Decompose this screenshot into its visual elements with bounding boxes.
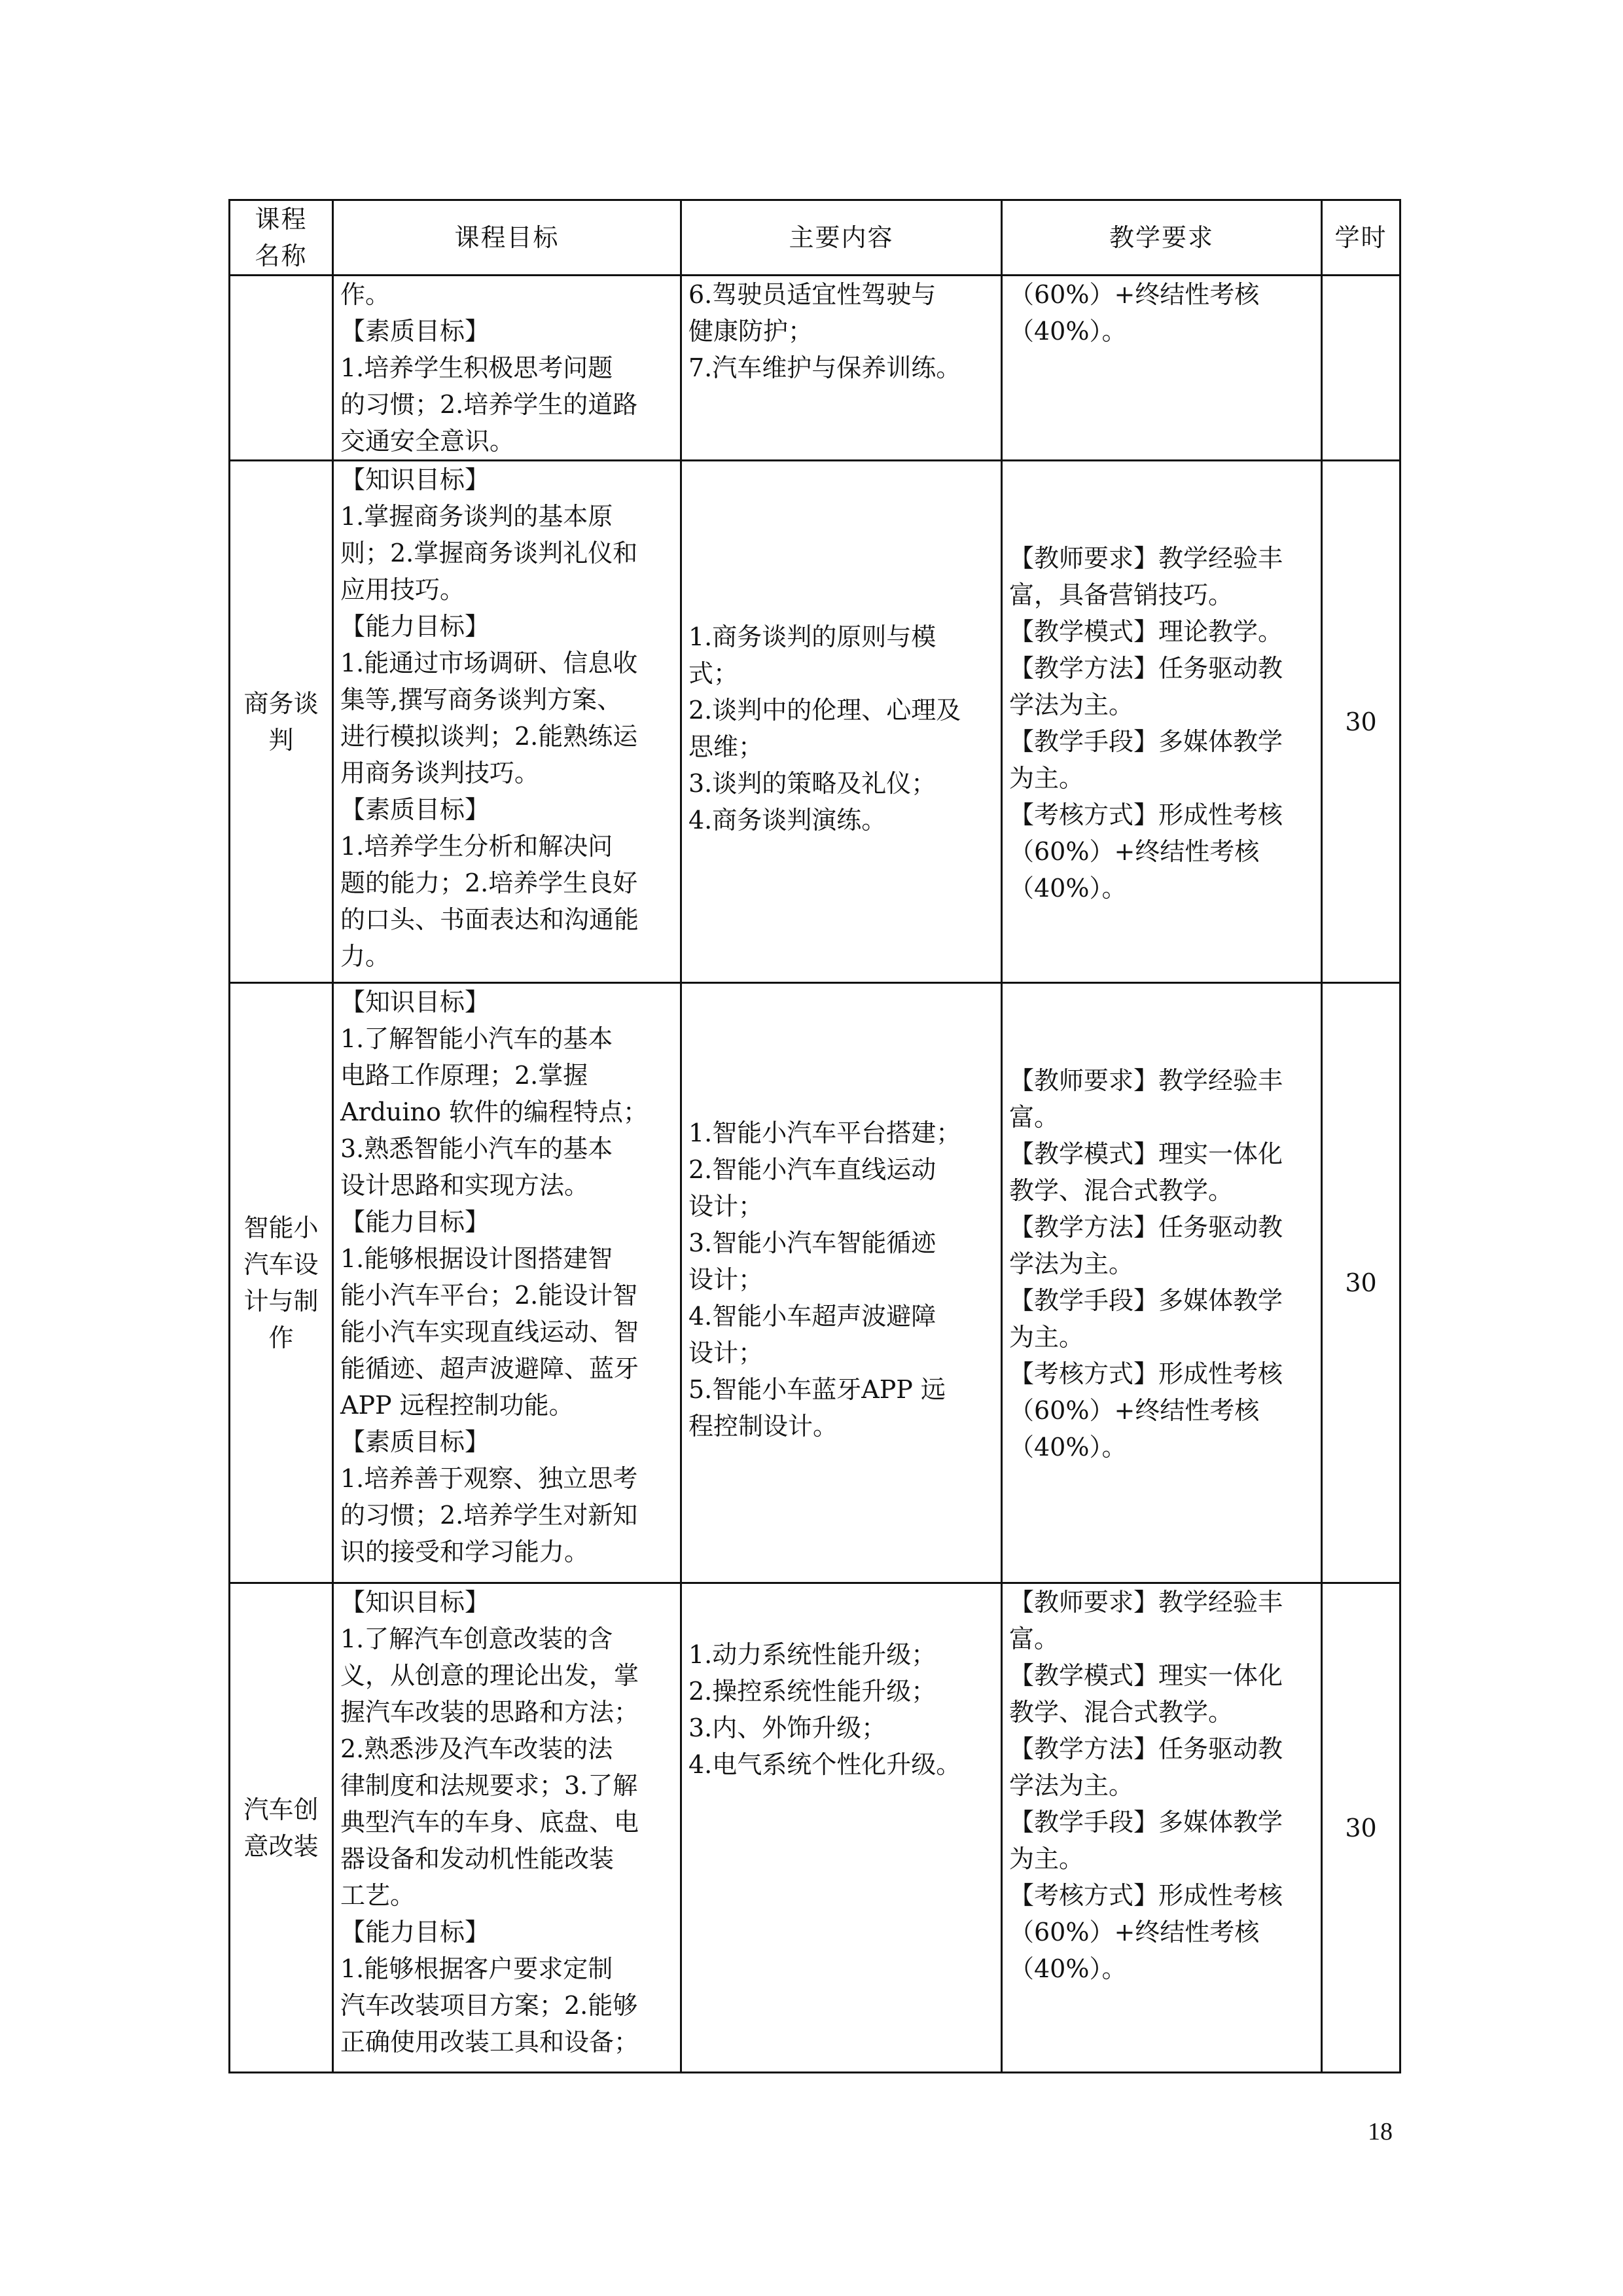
teaching-requirements-cell-line: 【教学模式】理论教学。 [1009,617,1283,646]
main-content-cell-line: 7.汽车维护与保养训练。 [688,353,961,382]
course-goals-cell-line: 作。 [340,280,391,309]
main-content-cell-line: 程控制设计。 [688,1412,838,1441]
teaching-requirements-cell-line: 富，具备营销技巧。 [1009,581,1234,609]
course-name-cell-line: 汽车设 [243,1250,319,1279]
header-course-goals: 课程目标 [333,200,681,276]
main-content-cell-line: 设计； [688,1265,764,1294]
course-goals-cell-line: 1.了解汽车创意改装的含 [340,1624,613,1653]
course-goals-cell-line: 【素质目标】 [340,317,490,346]
main-content-cell-line: 1.动力系统性能升级； [688,1640,936,1669]
page-number: 18 [1368,2118,1393,2145]
course-goals-cell-line: 1.掌握商务谈判的基本原 [340,502,613,531]
hours-cell: 30 [1322,1583,1400,2073]
course-goals-cell-line: 识的接受和学习能力。 [340,1537,590,1566]
course-goals-cell-line: 工艺。 [340,1881,416,1910]
teaching-requirements-cell-line: 【教学模式】理实一体化 [1009,1139,1283,1168]
course-goals-cell-line: 的习惯；2.培养学生对新知 [340,1501,638,1530]
main-content-cell [681,461,1002,983]
teaching-requirements-cell-line: 为主。 [1009,1844,1084,1873]
teaching-requirements-cell-line: （60%）+终结性考核 [1009,1396,1260,1425]
header-main-content: 主要内容 [681,200,1002,276]
course-goals-cell-line: 能小汽车平台；2.能设计智 [340,1281,638,1310]
course-goals-cell-line: 用商务谈判技巧。 [340,759,540,787]
teaching-requirements-cell-line: 【教学手段】多媒体教学 [1009,727,1283,756]
teaching-requirements-cell-line: （60%）+终结性考核 [1009,1918,1260,1946]
main-content-cell-line: 式； [688,659,739,688]
course-goals-cell-line: 【素质目标】 [340,795,490,824]
table-row [230,983,1400,1583]
course-goals-cell-line: 进行模拟谈判；2.能熟练运 [340,722,638,751]
course-goals-cell-line: 集等,撰写商务谈判方案、 [340,685,622,714]
teaching-requirements-cell [1002,983,1322,1583]
course-goals-cell-line: 【能力目标】 [340,1918,490,1946]
course-goals-cell-line: 2.熟悉涉及汽车改装的法 [340,1734,613,1763]
teaching-requirements-cell-line: （60%）+终结性考核 [1009,837,1260,866]
course-goals-cell-line: 汽车改装项目方案；2.能够 [340,1991,638,2020]
course-goals-cell-line: 力。 [340,942,391,971]
teaching-requirements-cell-line: 【教学模式】理实一体化 [1009,1661,1283,1690]
course-goals-cell-line: 1.了解智能小汽车的基本 [340,1024,613,1053]
course-goals-cell-line: 电路工作原理；2.掌握 [340,1061,588,1090]
main-content-cell-line: 设计； [688,1338,764,1367]
main-content-cell-line: 3.内、外饰升级； [688,1713,887,1742]
teaching-requirements-cell-line: 富。 [1009,1624,1060,1653]
course-goals-cell-line: 义，从创意的理论出发，掌 [340,1661,639,1690]
table-row [230,276,1400,461]
main-content-cell-line: 设计； [688,1192,764,1221]
course-name-cell [230,276,333,461]
course-goals-cell-line: 设计思路和实现方法。 [340,1171,590,1200]
main-content-cell [681,276,1002,461]
course-goals-cell-line: 的口头、书面表达和沟通能 [340,905,639,934]
main-content-cell-line: 2.操控系统性能升级； [688,1677,936,1706]
main-content-cell-line: 4.电气系统个性化升级。 [688,1750,961,1779]
teaching-requirements-cell-line: 【考核方式】形成性考核 [1009,1881,1283,1910]
teaching-requirements-cell-line: 【教师要求】教学经验丰 [1009,1066,1283,1095]
course-goals-cell-line: 能小汽车实现直线运动、智 [340,1318,639,1346]
course-goals-cell [333,461,681,983]
teaching-requirements-cell [1002,1583,1322,2073]
main-content-cell-line: 4.智能小车超声波避障 [688,1302,936,1331]
teaching-requirements-cell-line: 【教学方法】任务驱动教 [1009,1734,1283,1763]
course-name-cell-line: 智能小 [243,1213,319,1242]
teaching-requirements-cell-line: 【教学手段】多媒体教学 [1009,1808,1283,1837]
course-name-cell-line: 意改装 [243,1831,319,1861]
header-course-name: 课程 名称 [230,200,333,276]
course-goals-cell-line: 1.能够根据客户要求定制 [340,1954,613,1983]
course-goals-cell-line: 器设备和发动机性能改装 [340,1844,615,1873]
teaching-requirements-cell-line: 【教学手段】多媒体教学 [1009,1286,1283,1315]
course-goals-cell-line: 正确使用改装工具和设备； [340,2028,639,2056]
table-row [230,1583,1400,2073]
header-teaching-requirements: 教学要求 [1002,200,1322,276]
course-goals-cell-line: Arduino 软件的编程特点； [340,1098,648,1126]
course-goals-cell-line: 3.熟悉智能小汽车的基本 [340,1134,613,1163]
teaching-requirements-cell-line: 教学、混合式教学。 [1009,1698,1234,1727]
course-goals-cell-line: 【素质目标】 [340,1427,490,1456]
main-content-cell-line: 健康防护； [688,317,813,346]
main-content-cell-line: 4.商务谈判演练。 [688,806,887,834]
course-goals-cell-line: 握汽车改装的思路和方法； [340,1698,639,1727]
course-goals-cell-line: 题的能力；2.培养学生良好 [340,869,638,897]
course-name-cell-line: 商务谈 [243,689,319,718]
teaching-requirements-cell [1002,276,1322,461]
table-row [230,461,1400,983]
teaching-requirements-cell-line: 【考核方式】形成性考核 [1009,800,1283,829]
header-hours: 学时 [1322,200,1400,276]
teaching-requirements-cell-line: （60%）+终结性考核 [1009,280,1260,309]
course-goals-cell-line: 1.能通过市场调研、信息收 [340,649,638,677]
teaching-requirements-cell-line: 富。 [1009,1103,1060,1132]
course-goals-cell-line: 律制度和法规要求；3.了解 [340,1771,638,1800]
table-header-row [230,200,1400,276]
course-name-cell-line: 计与制 [243,1287,319,1316]
course-goals-cell-line: 【能力目标】 [340,1208,490,1236]
main-content-cell [681,1583,1002,2073]
main-content-cell [681,983,1002,1583]
teaching-requirements-cell-line: 学法为主。 [1009,691,1134,719]
course-name-cell [230,1583,333,2073]
teaching-requirements-cell-line: 为主。 [1009,1323,1084,1352]
course-goals-cell-line: 典型汽车的车身、底盘、电 [340,1808,639,1837]
main-content-cell-line: 3.智能小汽车智能循迹 [688,1229,936,1257]
teaching-requirements-cell-line: （40%）。 [1009,1433,1127,1462]
teaching-requirements-cell-line: 为主。 [1009,764,1084,793]
course-goals-cell [333,983,681,1583]
course-goals-cell-line: 的习惯；2.培养学生的道路 [340,390,638,419]
course-goals-cell-line: 1.能够根据设计图搭建智 [340,1244,613,1273]
course-name-cell [230,983,333,1583]
teaching-requirements-cell-line: （40%）。 [1009,317,1127,346]
course-goals-cell [333,1583,681,2073]
course-goals-cell-line: 【能力目标】 [340,612,490,641]
course-goals-cell-line: 能循迹、超声波避障、蓝牙 [340,1354,639,1383]
course-name-cell-line: 作 [268,1323,294,1352]
main-content-cell-line: 1.智能小汽车平台搭建； [688,1119,961,1147]
course-goals-cell [333,276,681,461]
course-goals-cell-line: 1.培养学生分析和解决问 [340,832,613,861]
teaching-requirements-cell-line: 学法为主。 [1009,1771,1134,1800]
course-goals-cell-line: 【知识目标】 [340,988,490,1016]
hours-cell: 30 [1322,983,1400,1583]
course-goals-cell-line: 【知识目标】 [340,465,490,494]
course-goals-cell-line: 【知识目标】 [340,1588,490,1617]
teaching-requirements-cell-line: （40%）。 [1009,1954,1127,1983]
course-goals-cell-line: 1.培养善于观察、独立思考 [340,1464,638,1493]
course-name-cell [230,461,333,983]
teaching-requirements-cell-line: 【考核方式】形成性考核 [1009,1359,1283,1388]
main-content-cell-line: 5.智能小车蓝牙APP 远 [688,1375,946,1404]
course-goals-cell-line: 则；2.掌握商务谈判礼仪和 [340,539,638,567]
teaching-requirements-cell-line: 【教师要求】教学经验丰 [1009,544,1283,573]
main-content-cell-line: 1.商务谈判的原则与模 [688,622,936,651]
hours-cell [1322,276,1400,461]
main-content-cell-line: 2.智能小汽车直线运动 [688,1155,936,1184]
teaching-requirements-cell [1002,461,1322,983]
course-name-cell-line: 汽车创 [243,1795,319,1824]
course-goals-cell-line: APP 远程控制功能。 [340,1391,574,1420]
main-content-cell-line: 思维； [688,732,764,761]
main-content-cell-line: 6.驾驶员适宜性驾驶与 [688,280,936,309]
course-goals-cell-line: 1.培养学生积极思考问题 [340,353,613,382]
course-goals-cell-line: 交通安全意识。 [340,427,515,456]
course-goals-cell-line: 应用技巧。 [340,575,465,604]
course-table [228,199,1401,2073]
course-name-cell-line: 判 [268,725,294,755]
teaching-requirements-cell-line: 教学、混合式教学。 [1009,1176,1234,1205]
teaching-requirements-cell-line: 【教师要求】教学经验丰 [1009,1588,1283,1617]
teaching-requirements-cell-line: 【教学方法】任务驱动教 [1009,1213,1283,1242]
main-content-cell-line: 3.谈判的策略及礼仪； [688,769,936,798]
main-content-cell-line: 2.谈判中的伦理、心理及 [688,696,961,725]
hours-cell: 30 [1322,461,1400,983]
teaching-requirements-cell-line: 学法为主。 [1009,1249,1134,1278]
teaching-requirements-cell-line: 【教学方法】任务驱动教 [1009,654,1283,683]
teaching-requirements-cell-line: （40%）。 [1009,874,1127,903]
